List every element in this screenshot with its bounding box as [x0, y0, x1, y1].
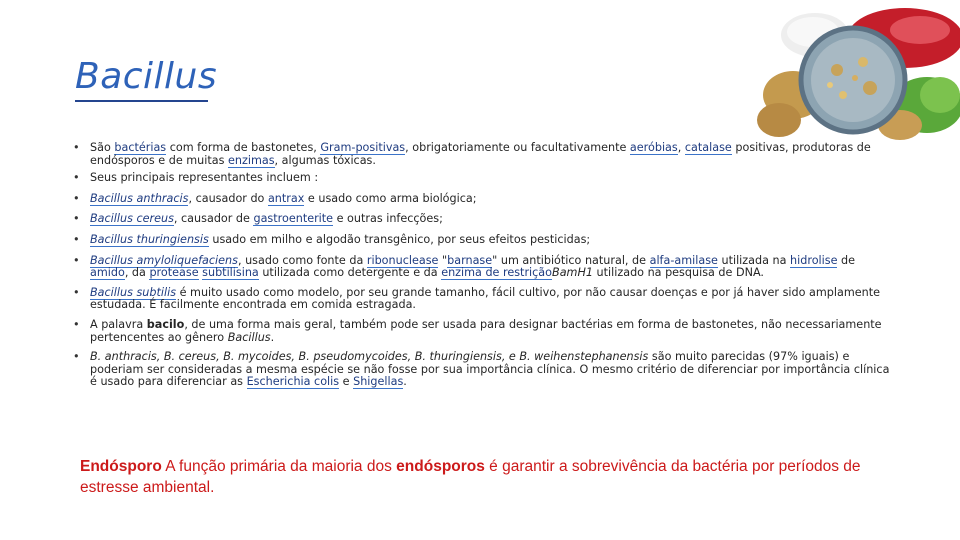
link-barnase[interactable]: barnase	[447, 253, 493, 267]
endosporo-term: Endósporo	[80, 458, 162, 475]
link-alfa-amilase[interactable]: alfa-amilase	[649, 253, 718, 267]
link-enzimas[interactable]: enzimas	[227, 153, 275, 167]
link-bacillus-anthracis[interactable]: Bacillus anthracis	[90, 191, 189, 205]
link-subtilisina[interactable]: subtilisina	[202, 266, 259, 280]
link-bacillus-thuringiensis[interactable]: Bacillus thuringiensis	[90, 232, 209, 246]
list-item: • Bacillus anthracis, causador do antrax e usado como arma biológica;	[73, 193, 893, 206]
list-item: • São bactérias com forma de bastonetes, Gram-positivas, obrigatoriamente ou facultativamente aeróbias, catalase positivas, produtoras de endósporos e de muitas enzimas, algumas tóxicas.	[73, 142, 893, 167]
link-bacillus-cereus[interactable]: Bacillus cereus	[90, 212, 174, 226]
endosporo-note: Endósporo A função primária da maioria dos endósporos é garantir a sobrevivência da bactéria por períodos de estresse ambiental.	[80, 458, 861, 496]
link-bacillus-amyloliquefaciens[interactable]: Bacillus amyloliquefaciens	[90, 253, 238, 267]
bacillus-facts-list	[73, 142, 893, 389]
link-protease[interactable]: protease	[149, 266, 199, 280]
link-hidrolise[interactable]: hidrolise	[790, 253, 838, 267]
link-gram-positivas[interactable]: Gram-positivas	[320, 141, 406, 154]
link-ribonuclease[interactable]: ribonuclease	[366, 253, 439, 267]
link-amido[interactable]: amido	[90, 266, 125, 280]
link-antrax[interactable]: antrax	[267, 191, 305, 205]
link-shigellas[interactable]: Shigellas	[353, 375, 404, 389]
list-item: • B. anthracis, B. cereus, B. mycoides, B. pseudomycoides, B. thuringiensis, e B. weihenstephanensis são muito parecidas (97% iguais) e poderiam ser consideradas a mesma espécie se não fosse por sua importância clínica. O mesmo critério de diferenciar por importância clínica é usado para diferenciar as Escherichia colis e Shigellas.	[73, 351, 893, 389]
page-title: Bacillus	[75, 56, 218, 97]
link-escherichia-colis[interactable]: Escherichia colis	[246, 375, 340, 389]
link-bacterias[interactable]: bactérias	[114, 141, 167, 154]
food-and-petri-dish-illustration	[755, 0, 960, 145]
link-bacillus-subtilis[interactable]: Bacillus subtilis	[90, 285, 177, 299]
title-underline	[75, 100, 208, 102]
list-item: • A palavra bacilo, de uma forma mais geral, também pode ser usada para designar bactérias em forma de bastonetes, não necessariamente pertencentes ao gênero Bacillus.	[73, 319, 893, 344]
list-item: • Seus principais representantes incluem :	[73, 172, 893, 185]
list-item: • Bacillus amyloliquefaciens, usado como fonte da ribonuclease "barnase" um antibiótico natural, de alfa-amilase utilizada na hidrolise de amido, da protease subtilisina utilizada como detergente e da enzima de restriçãoBamH1 utilizado na pesquisa de DNA.	[73, 255, 893, 280]
endosporos-term: endósporos	[396, 458, 485, 475]
link-gastroenterite[interactable]: gastroenterite	[253, 212, 334, 226]
list-item: • Bacillus subtilis é muito usado como modelo, por seu grande tamanho, fácil cultivo, por não causar doenças e por já haver sido amplamente estudada. É facilmente encontrada em comida estragada.	[73, 287, 893, 312]
link-enzima-de-restricao[interactable]: enzima de restrição	[441, 266, 553, 280]
link-catalase[interactable]: catalase	[684, 141, 732, 154]
link-aerobias[interactable]: aeróbias	[629, 141, 678, 154]
list-item: • Bacillus thuringiensis usado em milho e algodão transgênico, por seus efeitos pesticidas;	[73, 234, 893, 247]
list-item: • Bacillus cereus, causador de gastroenterite e outras infecções;	[73, 213, 893, 226]
